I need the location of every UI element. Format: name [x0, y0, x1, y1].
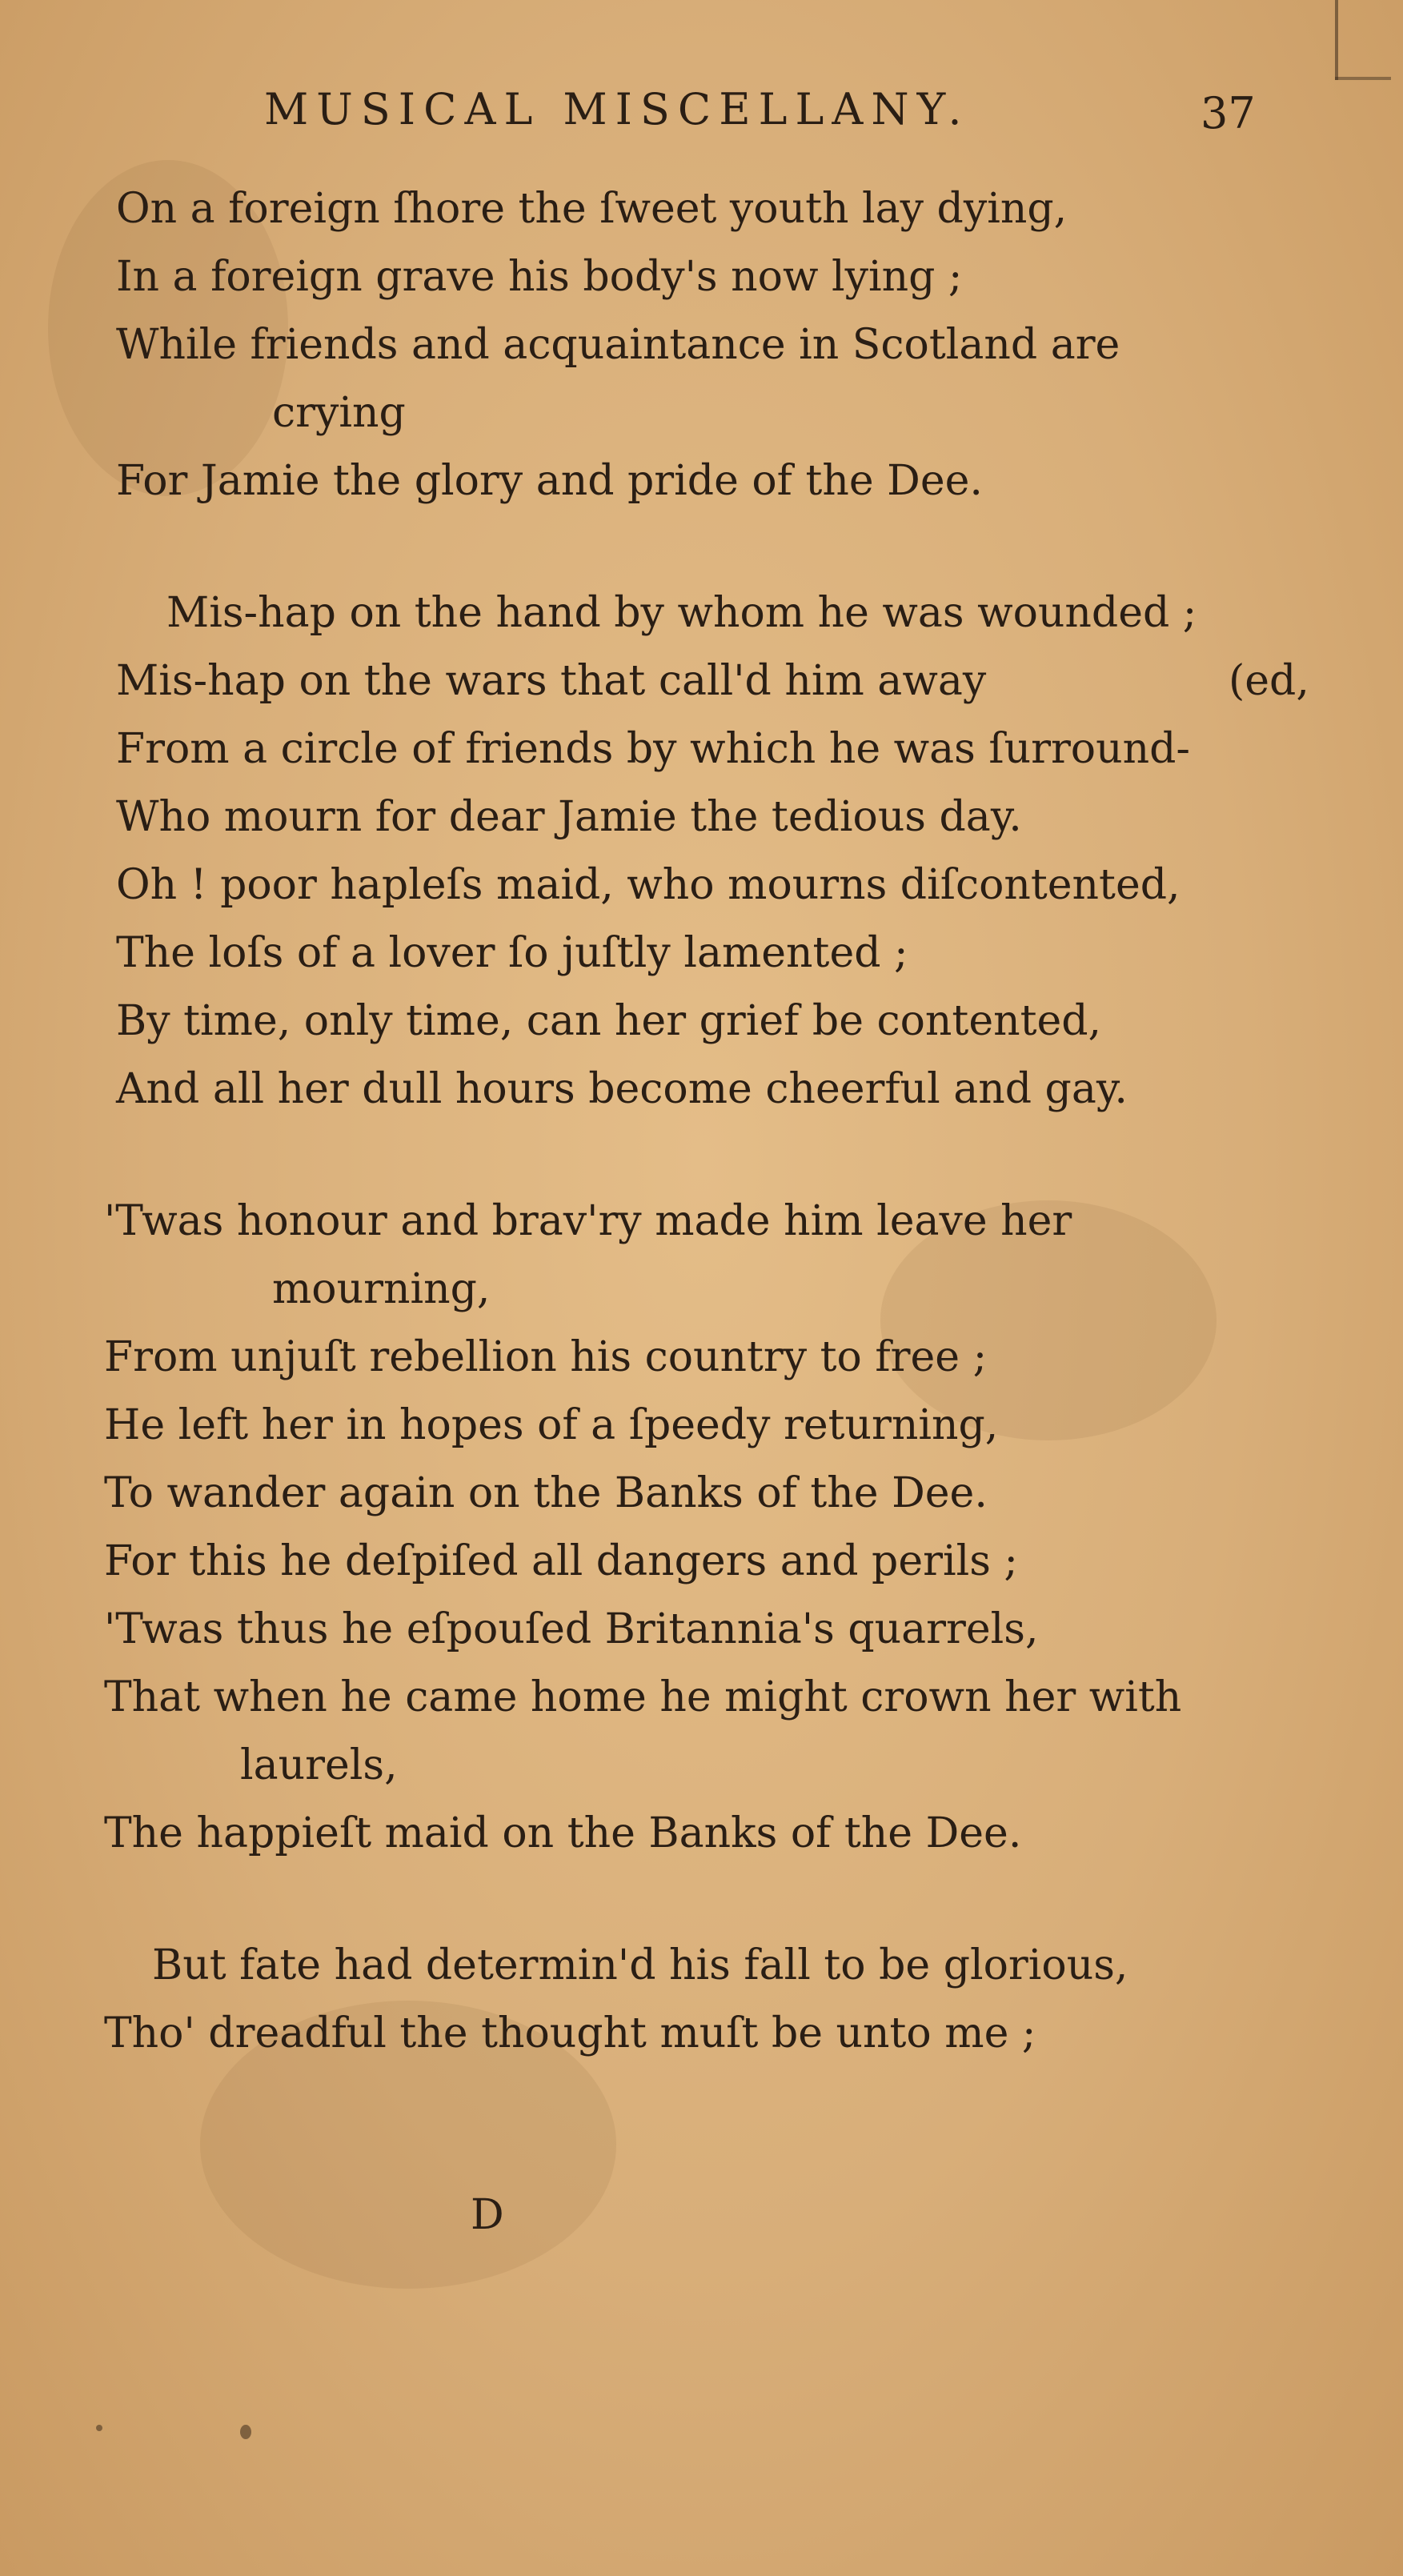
- verse-line: The loſs of a lover ſo juſtly lamented ;: [116, 929, 908, 977]
- verse-line: 'Twas thus he eſpouſed Britannia's quarrels,: [104, 1605, 1039, 1653]
- verse-line: From unjuſt rebellion his country to free ;: [104, 1333, 988, 1381]
- verse-line: To wander again on the Banks of the Dee.: [104, 1469, 988, 1517]
- verse-line: Tho' dreadful the thought muſt be unto me ;: [104, 2009, 1036, 2057]
- verse-line: 'Twas honour and brav'ry made him leave her: [104, 1197, 1072, 1245]
- verse-line: That when he came home he might crown her with: [104, 1673, 1182, 1721]
- signature-mark: D: [471, 2191, 504, 2239]
- verse-line: On a foreign ſhore the ſweet youth lay dying,: [116, 185, 1068, 233]
- verse-line: While friends and acquaintance in Scotland are: [116, 321, 1120, 369]
- verse-line-turnover: (ed,: [1229, 657, 1309, 705]
- verse-line: laurels,: [240, 1741, 398, 1789]
- running-header: [264, 84, 969, 134]
- verse-line: And all her dull hours become cheerful and gay.: [116, 1065, 1128, 1113]
- verse-line: He left her in hopes of a ſpeedy returning,: [104, 1401, 999, 1449]
- page-number: 37: [1201, 88, 1256, 138]
- verse-line: Mis-hap on the wars that call'd him away: [116, 657, 987, 705]
- verse-line: mourning,: [272, 1265, 491, 1313]
- binding-edge-mark: [1335, 0, 1338, 80]
- binding-edge-mark: [1335, 77, 1391, 80]
- header-word-miscellany: MISCELLANY.: [563, 84, 970, 134]
- ink-speck: [96, 2425, 102, 2431]
- verse-line: In a foreign grave his body's now lying ;: [116, 253, 963, 301]
- verse-line: For this he deſpiſed all dangers and perils ;: [104, 1537, 1018, 1585]
- verse-line: The happieſt maid on the Banks of the Dee.: [104, 1809, 1022, 1857]
- ink-speck: [240, 2425, 251, 2439]
- verse-line: Mis-hap on the hand by whom he was wounded ;: [166, 589, 1197, 637]
- verse-line: From a circle of friends by which he was ſurround-: [116, 725, 1190, 773]
- verse-line: By time, only time, can her grief be contented,: [116, 997, 1102, 1045]
- verse-line: Who mourn for dear Jamie the tedious day.: [116, 793, 1022, 841]
- verse-line: For Jamie the glory and pride of the Dee.: [116, 457, 983, 505]
- verse-line: But fate had determin'd his fall to be glorious,: [152, 1941, 1128, 1989]
- verse-line: Oh ! poor hapleſs maid, who mourns diſcontented,: [116, 861, 1181, 909]
- header-word-musical: MUSICAL: [264, 84, 541, 134]
- verse-line: crying: [272, 389, 406, 437]
